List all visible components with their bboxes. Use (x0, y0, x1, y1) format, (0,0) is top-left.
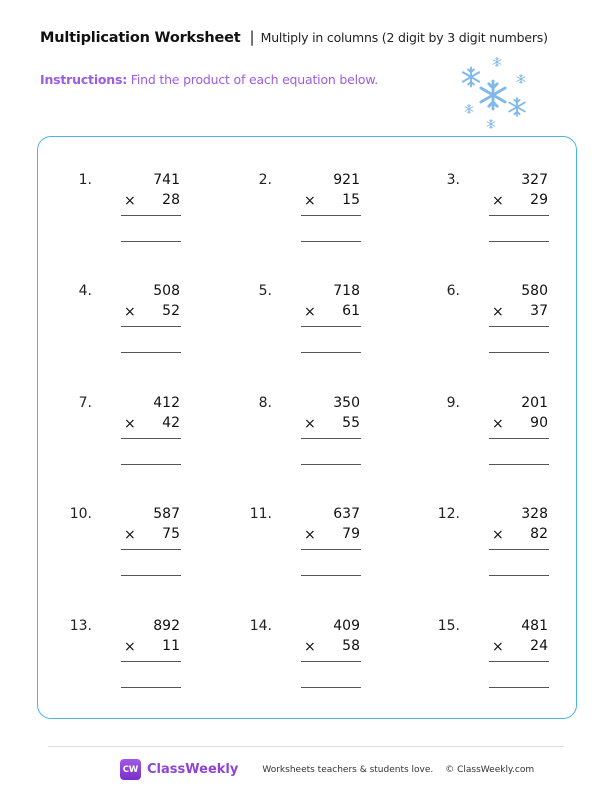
footer-copyright: © ClassWeekly.com (445, 764, 535, 775)
multiplicand: 350 (333, 395, 360, 411)
multiplication-problem (54, 618, 194, 698)
problem-number: 14. (249, 618, 272, 634)
multiplication-problem (422, 283, 562, 363)
multiplicand: 412 (153, 395, 180, 411)
multiplicand: 481 (521, 618, 548, 634)
answer-line[interactable] (301, 352, 361, 353)
multiplier: 29 (530, 192, 548, 208)
brand-name: ClassWeekly (147, 762, 239, 777)
answer-line[interactable] (489, 575, 549, 576)
problem-number: 9. (446, 395, 460, 411)
multiply-sign: × (304, 193, 316, 209)
problem-number: 5. (258, 283, 272, 299)
answer-line[interactable] (121, 687, 181, 688)
operation-line (489, 661, 549, 662)
multiplication-problem (234, 283, 374, 363)
worksheet-header (40, 28, 548, 46)
problem-number: 15. (437, 618, 460, 634)
multiply-sign: × (492, 639, 504, 655)
multiplicand: 741 (153, 172, 180, 188)
operation-line (489, 326, 549, 327)
multiplication-problem (54, 395, 194, 475)
operation-line (301, 661, 361, 662)
multiplication-problem (234, 506, 374, 586)
multiplier: 82 (530, 526, 548, 542)
multiplication-problem (234, 172, 374, 252)
multiply-sign: × (304, 416, 316, 432)
classweekly-logo-icon: CW (120, 759, 141, 780)
problem-number: 10. (69, 506, 92, 522)
multiplier: 79 (342, 526, 360, 542)
multiply-sign: × (492, 193, 504, 209)
problem-number: 12. (437, 506, 460, 522)
answer-line[interactable] (301, 464, 361, 465)
multiply-sign: × (492, 416, 504, 432)
operation-line (489, 549, 549, 550)
footer (120, 759, 534, 780)
multiply-sign: × (124, 527, 136, 543)
multiplier: 61 (342, 303, 360, 319)
operation-line (121, 215, 181, 216)
multiply-sign: × (124, 416, 136, 432)
operation-line (121, 549, 181, 550)
multiplier: 90 (530, 415, 548, 431)
problem-number: 6. (446, 283, 460, 299)
multiplication-problem (422, 618, 562, 698)
operation-line (121, 326, 181, 327)
multiplication-problem (54, 172, 194, 252)
multiply-sign: × (124, 304, 136, 320)
multiplicand: 580 (521, 283, 548, 299)
operation-line (489, 438, 549, 439)
multiplier: 15 (342, 192, 360, 208)
multiplication-problem (54, 283, 194, 363)
answer-line[interactable] (489, 241, 549, 242)
multiplier: 75 (162, 526, 180, 542)
answer-line[interactable] (301, 687, 361, 688)
instructions-label: Instructions: (40, 72, 128, 87)
multiplication-problem (422, 172, 562, 252)
multiply-sign: × (124, 193, 136, 209)
problem-number: 8. (258, 395, 272, 411)
multiplicand: 201 (521, 395, 548, 411)
multiplicand: 921 (333, 172, 360, 188)
answer-line[interactable] (489, 687, 549, 688)
multiplier: 11 (162, 638, 180, 654)
answer-line[interactable] (489, 352, 549, 353)
footer-divider (48, 746, 564, 747)
answer-line[interactable] (489, 464, 549, 465)
multiply-sign: × (304, 527, 316, 543)
multiplier: 55 (342, 415, 360, 431)
multiplier: 42 (162, 415, 180, 431)
answer-line[interactable] (121, 352, 181, 353)
multiply-sign: × (492, 527, 504, 543)
answer-line[interactable] (121, 241, 181, 242)
multiplier: 37 (530, 303, 548, 319)
operation-line (301, 438, 361, 439)
multiply-sign: × (492, 304, 504, 320)
answer-line[interactable] (301, 241, 361, 242)
answer-line[interactable] (121, 464, 181, 465)
multiplicand: 327 (521, 172, 548, 188)
problem-number: 13. (69, 618, 92, 634)
worksheet-subtitle: Multiply in columns (2 digit by 3 digit numbers) (260, 30, 548, 45)
problem-number: 4. (78, 283, 92, 299)
multiplier: 58 (342, 638, 360, 654)
operation-line (489, 215, 549, 216)
instructions-text: Find the product of each equation below. (127, 72, 378, 87)
multiplicand: 508 (153, 283, 180, 299)
multiplier: 24 (530, 638, 548, 654)
multiplier: 28 (162, 192, 180, 208)
multiplication-problem (422, 506, 562, 586)
answer-line[interactable] (301, 575, 361, 576)
instructions (40, 72, 378, 87)
problem-number: 7. (78, 395, 92, 411)
multiplication-problem (234, 395, 374, 475)
multiplier: 52 (162, 303, 180, 319)
multiply-sign: × (124, 639, 136, 655)
multiplicand: 637 (333, 506, 360, 522)
problem-number: 3. (446, 172, 460, 188)
multiplicand: 718 (333, 283, 360, 299)
footer-tagline: Worksheets teachers & students love. (262, 764, 434, 775)
multiply-sign: × (304, 639, 316, 655)
title-separator: | (249, 28, 255, 46)
multiplicand: 409 (333, 618, 360, 634)
operation-line (301, 326, 361, 327)
multiplicand: 892 (153, 618, 180, 634)
multiplication-problem (234, 618, 374, 698)
multiplication-problem (54, 506, 194, 586)
multiplicand: 328 (521, 506, 548, 522)
operation-line (121, 661, 181, 662)
problem-number: 11. (249, 506, 272, 522)
multiplicand: 587 (153, 506, 180, 522)
problem-number: 2. (258, 172, 272, 188)
snowflakes-icon (455, 55, 535, 135)
answer-line[interactable] (121, 575, 181, 576)
operation-line (301, 215, 361, 216)
operation-line (301, 549, 361, 550)
multiplication-problem (422, 395, 562, 475)
multiply-sign: × (304, 304, 316, 320)
problem-number: 1. (78, 172, 92, 188)
worksheet-title: Multiplication Worksheet (40, 30, 241, 46)
operation-line (121, 438, 181, 439)
